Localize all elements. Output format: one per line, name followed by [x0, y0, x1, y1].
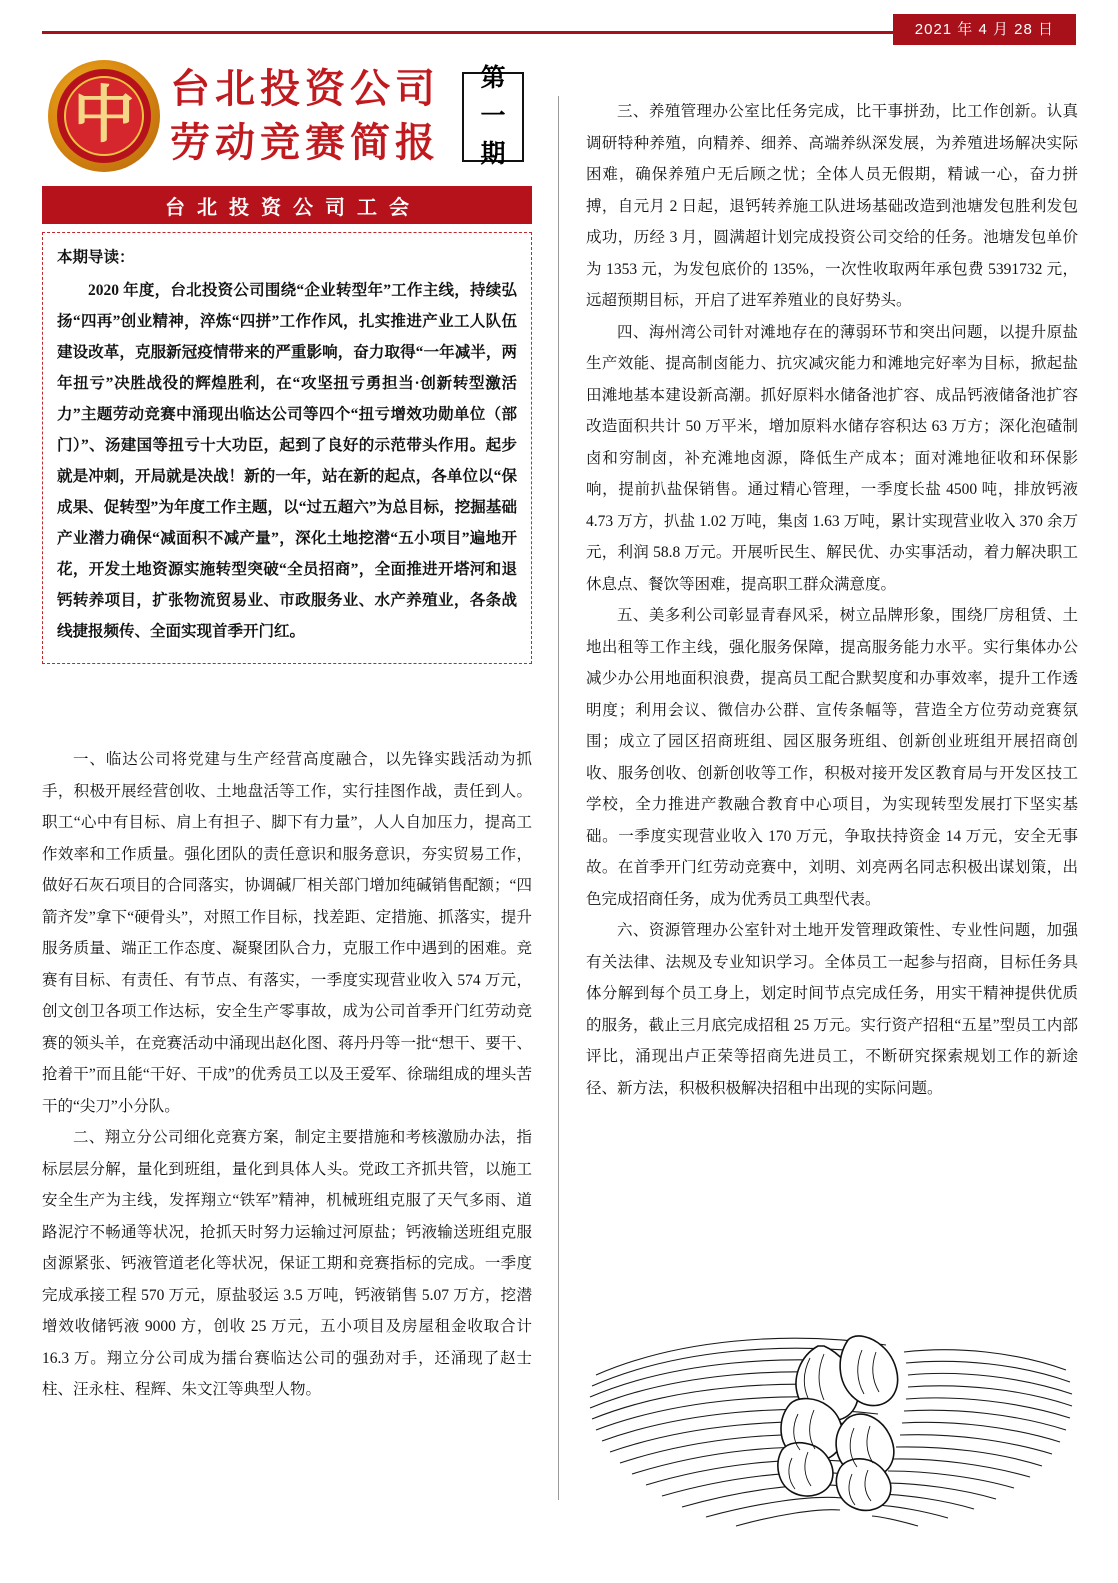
emblem-glyph: 中 — [72, 82, 135, 150]
issue-char-2: 一 — [480, 103, 506, 130]
masthead-title-line2: 劳动竞赛简报 — [170, 120, 440, 165]
left-paragraph-1: 一、临达公司将党建与生产经营高度融合，以先锋实践活动为抓手，积极开展经营创收、土地盘活等工作，实行挂图作战，责任到人。职工“心中有目标、肩上有担子、脚下有力量”，人人自加压力，提高工作效率和工作质量。强化团队的责任意识和服务意识，夯实贸易工作，做好石灰石项目的合同落实，协调碱厂相关部门增加纯碱销售配额；“四箭齐发”拿下“硬骨头”，对照工作目标，找差距、定措施、抓落实，提升服务质量、端正工作态度、凝聚团队合力，克服工作中遇到的困难。竞赛有目标、有责任、有节点、有落实，一季度实现营业收入 574 万元，创文创卫各项工作达标，安全生产零事故，成为公司首季开门红劳动竞赛的领头羊，在竞赛活动中涌现出赵化图、蒋丹丹等一批“想干、要干、抢着干”而且能“干好、干成”的优秀员工以及王爱军、徐瑞组成的埋头苦干的“尖刀”小分队。 — [42, 751, 532, 1115]
hands-illustration-svg — [586, 1300, 1078, 1550]
left-paragraph-2: 二、翔立分公司细化竞赛方案，制定主要措施和考核激励办法，指标层层分解，量化到班组，量化到具体人头。党政工齐抓共管，以施工安全生产为主线，发挥翔立“铁军”精神，机械班组克服了天气多雨、道路泥泞不畅通等状况，抢抓天时努力运输过河原盐；钙液输送班组克服卤源紧张、钙液管道老化等状况，保证工期和竞赛指标的完成。一季度完成承接工程 570 万元，原盐驳运 3.5 万吨，钙液销售 5.07 万方，挖潜增效收储钙液 9000 方，创收 25 万元，五小项目及房屋租金收取合计 16.3 万。翔立分公司成为擂台赛临达公司的强劲对手，还涌现了赵士柱、汪永柱、程辉、朱文江等典型人物。 — [42, 1129, 532, 1398]
right-paragraph-3: 五、美多利公司彰显青春风采，树立品牌形象，围绕厂房租赁、土地出租等工作主线，强化服务保障，提高服务能力水平。实行集体办公减少办公用地面积浪费，提高员工配合默契度和办事效率，提升工作透明度；利用会议、微信办公群、宣传条幅等，营造全方位劳动竞赛氛围；成立了园区招商班组、园区服务班组、创新创业班组开展招商创收、服务创收、创新创收等工作，积极对接开发区教育局与开发区技工学校，全力推进产教融合教育中心项目，为实现转型发展打下坚实基础。一季度实现营业收入 170 万元，争取扶持资金 14 万元，安全无事故。在首季开门红劳动竞赛中，刘明、刘亮两名同志积极出谋划策，出色完成招商任务，成为优秀员工典型代表。 — [586, 607, 1078, 908]
issue-number-box — [462, 65, 524, 168]
masthead-title-line1: 台北投资公司 — [170, 66, 440, 111]
union-emblem-icon — [48, 60, 160, 172]
clasped-hands-teamwork-illustration — [586, 1300, 1078, 1550]
issue-char-1: 第 — [480, 65, 506, 92]
masthead — [42, 56, 532, 178]
masthead-title — [170, 62, 450, 170]
issue-date: 2021 年 4 月 28 日 — [893, 14, 1076, 45]
column-divider — [558, 96, 559, 1500]
lead-body: 2020 年度，台北投资公司围绕“企业转型年”工作主线，持续弘扬“四再”创业精神，淬炼“四拼”工作作风，扎实推进产业工人队伍建设改革，克服新冠疫情带来的严重影响，奋力取得“一年减半，两年扭亏”决胜战役的辉煌胜利，在“攻坚扭亏勇担当·创新转型激活力”主题劳动竞赛中涌现出临达公司等四个“扭亏增效功勋单位（部门）”、汤建国等扭亏十大功臣，起到了良好的示范带头作用。起步就是冲刺，开局就是决战！新的一年，站在新的起点，各单位以“保成果、促转型”为年度工作主题，以“过五超六”为总目标，挖掘基础产业潜力确保“减面积不减产量”，深化土地挖潜“五小项目”遍地开花，开发土地资源实施转型突破“全员招商”，全面推进开塔河和退钙转养项目，扩张物流贸易业、市政服务业、水产养殖业，各条战线捷报频传、全面实现首季开门红。 — [57, 282, 517, 640]
right-paragraph-1: 三、养殖管理办公室比任务完成，比干事拼劲，比工作创新。认真调研特种养殖，向精养、细养、高端养纵深发展，为养殖进场解决实际困难，确保养殖户无后顾之忧；全体人员无假期，精诚一心，奋力拼搏，自元月 2 日起，退钙转养施工队进场基础改造到池塘发包胜利发包成功，历经 3 月，圆满超计划完成投资公司交给的任务。池塘发包单价为 1353 元，为发包底价的 135%，一次性收取两年承包费 5391732 元，远超预期目标，开启了进军养殖业的良好势头。 — [586, 103, 1078, 309]
right-paragraph-2: 四、海州湾公司针对滩地存在的薄弱环节和突出问题，以提升原盐生产效能、提高制卤能力、抗灾减灾能力和滩地完好率为目标，掀起盐田滩地基本建设新高潮。抓好原料水储备池扩容、成品钙液储备池扩容改造面积共计 50 万平米，增加原料水储存容积达 63 万方；深化泡碴制卤和穷制卤，补充滩地卤源，降低生产成本；面对滩地征收和环保影响，提前扒盐保销售。通过精心管理，一季度长盐 4500 吨，排放钙液 4.73 万方，扒盐 1.02 万吨，集卤 1.63 万吨，累计实现营业收入 370 余万元，利润 58.8 万元。开展听民生、解民优、办实事活动，着力解决职工休息点、餐饮等困难，提高职工群众满意度。 — [586, 323, 1078, 593]
right-column — [586, 96, 1078, 1276]
top-date-bar — [0, 14, 1118, 50]
issue-char-3: 期 — [480, 141, 506, 168]
union-banner: 台北投资公司工会 — [42, 186, 532, 224]
lead-summary-box — [42, 232, 532, 664]
left-column — [42, 744, 532, 1464]
right-paragraph-4: 六、资源管理办公室针对土地开发管理政策性、专业性问题，加强有关法律、法规及专业知识学习。全体员工一起参与招商，目标任务具体分解到每个员工身上，划定时间节点完成任务，用实干精神提供优质的服务，截止三月底完成招租 25 万元。实行资产招租“五星”型员工内部评比，涌现出卢正荣等招商先进员工，不断研究探索规划工作的新途径、新方法，积极积极解决招租中出现的实际问题。 — [586, 922, 1078, 1097]
lead-heading: 本期导读： — [57, 249, 135, 266]
